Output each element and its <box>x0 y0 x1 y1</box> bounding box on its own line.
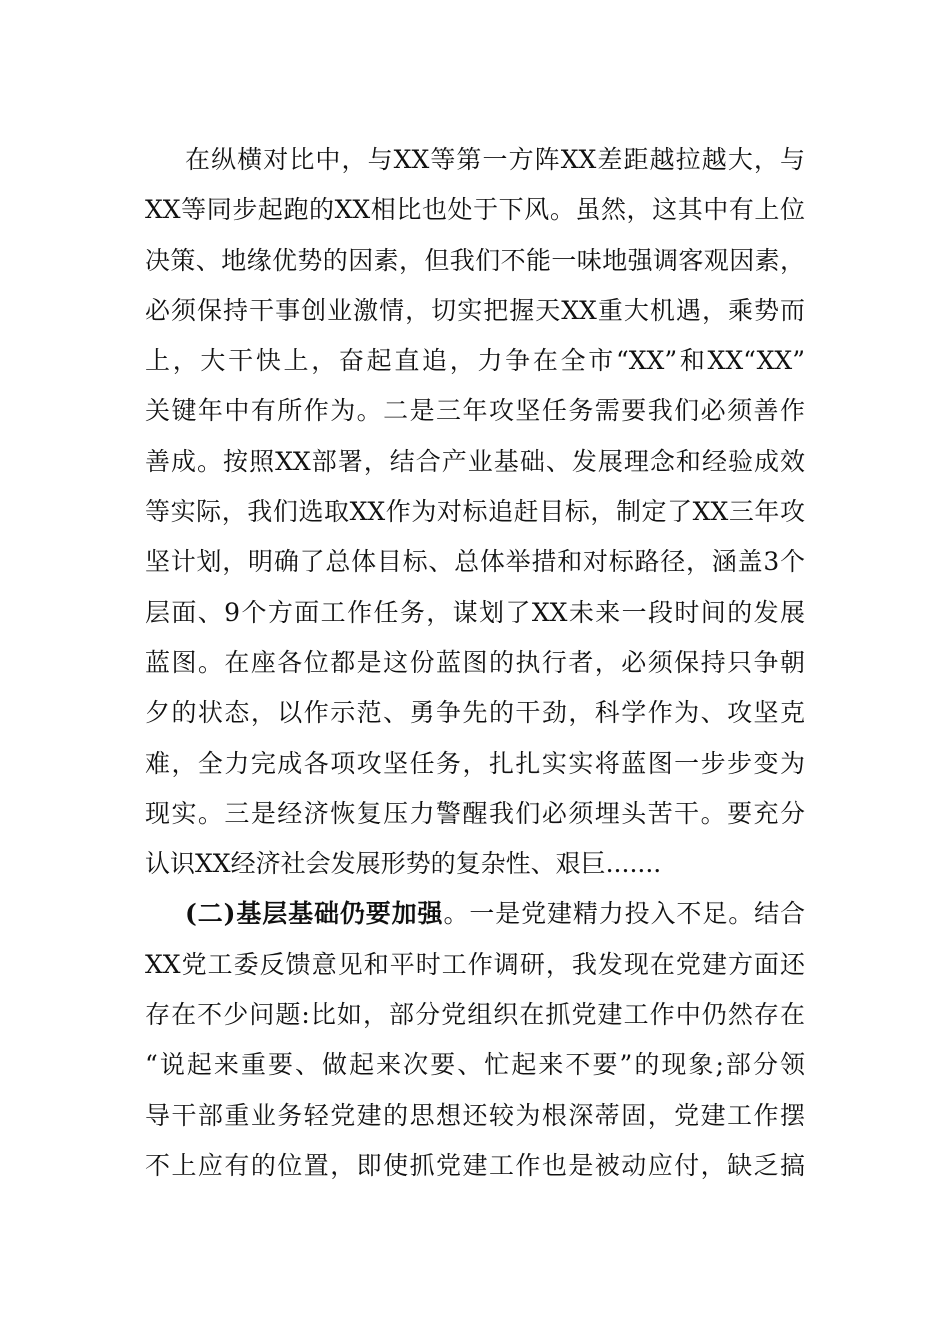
paragraph-2-line: XX党工委反馈意见和平时工作调研，我发现在党建方面还 <box>145 949 805 979</box>
paragraph-1-line: 层面、9个方面工作任务，谋划了XX未来一段时间的发展 <box>145 597 805 627</box>
paragraph-1-line: 现实。三是经济恢复压力警醒我们必须埋头苦干。要充分 <box>145 798 805 828</box>
paragraph-1-line: 善成。按照XX部署，结合产业基础、发展理念和经验成效 <box>145 446 805 476</box>
paragraph-1-line: 决策、地缘优势的因素，但我们不能一味地强调客观因素， <box>145 245 805 275</box>
paragraph-1-line: 坚计划，明确了总体目标、总体举措和对标路径，涵盖3个 <box>145 547 805 577</box>
paragraph-1-line: 必须保持干事创业激情，切实把握天XX重大机遇，乘势而 <box>145 295 805 325</box>
paragraph-1-line: 上，大干快上，奋起直追，力争在全市“XX”和XX“XX” <box>145 346 805 376</box>
paragraph-1-line: 关键年中有所作为。二是三年攻坚任务需要我们必须善作 <box>145 396 805 426</box>
document-body <box>145 135 805 1191</box>
paragraph-1-line: 在纵横对比中，与XX等第一方阵XX差距越拉越大，与 <box>185 145 805 174</box>
paragraph-1-line: 认识XX经济社会发展形势的复杂性、艰巨....... <box>145 849 662 879</box>
paragraph-2-line: 存在不少问题:比如，部分党组织在抓党建工作中仍然存在 <box>145 1000 805 1030</box>
section-heading: (二)基层基础仍要加强 <box>185 899 444 929</box>
paragraph-1-line: 等实际，我们选取XX作为对标追赶目标，制定了XX三年攻 <box>145 497 805 527</box>
paragraph-2-first-line-text: 。一是党建精力投入不足。结合 <box>443 899 805 929</box>
paragraph-1-line: XX等同步起跑的XX相比也处于下风。虽然，这其中有上位 <box>145 195 805 225</box>
paragraph-2-first-line <box>145 889 805 939</box>
paragraph-1-line: 夕的状态，以作示范、勇争先的干劲，科学作为、攻坚克 <box>145 698 805 728</box>
paragraph-1-line: 难，全力完成各项攻坚任务，扎扎实实将蓝图一步步变为 <box>145 748 805 778</box>
paragraph-1-line: 蓝图。在座各位都是这份蓝图的执行者，必须保持只争朝 <box>145 647 805 677</box>
paragraph-2-line: 不上应有的位置，即使抓党建工作也是被动应付，缺乏搞 <box>145 1150 805 1180</box>
paragraph-2-line: “说起来重要、做起来次要、忙起来不要”的现象;部分领 <box>145 1050 805 1080</box>
paragraph-2-line: 导干部重业务轻党建的思想还较为根深蒂固，党建工作摆 <box>145 1100 805 1130</box>
